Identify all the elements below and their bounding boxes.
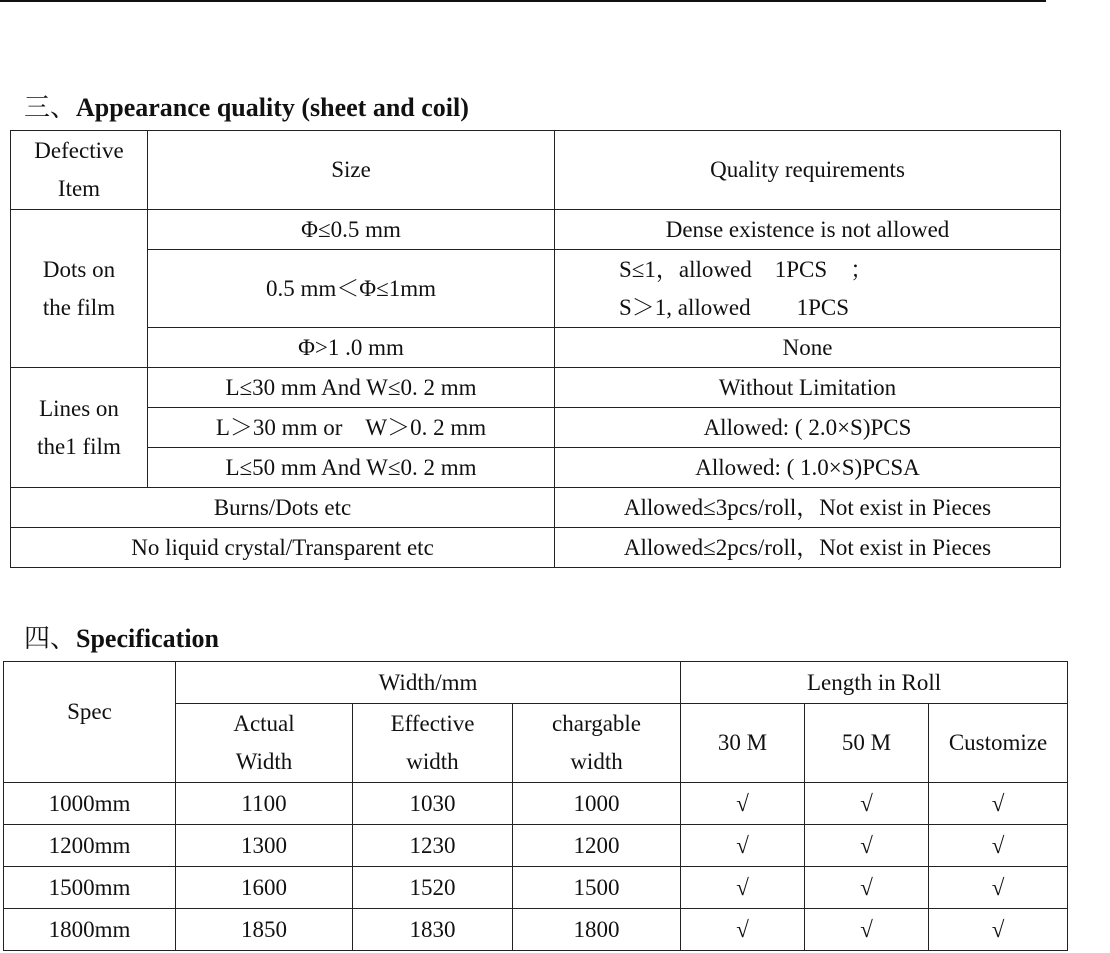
header-50m: 50 M [805, 704, 929, 783]
section-3-title: Appearance quality (sheet and coil) [76, 93, 469, 122]
size-cell: 0.5 mm＜Φ≤1mm [148, 250, 555, 328]
header-size: Size [148, 131, 555, 210]
table-row [11, 250, 1061, 328]
check-30m: √ [681, 909, 805, 951]
effective-cell: 1230 [353, 825, 513, 867]
quality-cell: Allowed≤3pcs/roll，Not exist in Pieces [555, 488, 1061, 528]
dots-label-line2: the film [42, 294, 116, 320]
quality-cell: None [555, 328, 1061, 368]
header-chargable-line2: width [570, 749, 623, 774]
quality-cell: Allowed: ( 1.0×S)PCSA [555, 448, 1061, 488]
header-width-group: Width/mm [176, 662, 681, 704]
check-50m: √ [805, 825, 929, 867]
header-defective-line1: Defective [34, 138, 124, 163]
size-cell: Φ≤0.5 mm [148, 210, 555, 250]
table-row [11, 448, 1061, 488]
specification-table [3, 661, 1068, 951]
actual-cell: 1100 [176, 783, 353, 825]
header-actual-line2: Width [235, 749, 293, 774]
table-row [11, 488, 1061, 528]
size-cell: L≤30 mm And W≤0. 2 mm [148, 368, 555, 408]
spec-cell: 1500mm [4, 867, 176, 909]
check-50m: √ [805, 909, 929, 951]
header-actual-width [176, 704, 353, 783]
header-defective-line2: Item [57, 176, 101, 201]
header-effective-line1: Effective [390, 711, 475, 736]
table-header-row [11, 131, 1061, 210]
check-customize: √ [929, 909, 1068, 951]
check-50m: √ [805, 783, 929, 825]
table-row [4, 825, 1068, 867]
table-row [11, 408, 1061, 448]
lines-label-line2: the1 film [37, 433, 121, 459]
check-customize: √ [929, 825, 1068, 867]
section-4-title: Specification [76, 624, 220, 653]
dots-label-line1: Dots on [42, 256, 116, 282]
top-rule [0, 0, 1046, 2]
chargable-cell: 1000 [513, 783, 681, 825]
table-row [11, 328, 1061, 368]
lines-label-line1: Lines on [39, 395, 119, 421]
table-row [11, 368, 1061, 408]
effective-cell: 1830 [353, 909, 513, 951]
quality-cell: Allowed≤2pcs/roll，Not exist in Pieces [555, 528, 1061, 568]
effective-cell: 1520 [353, 867, 513, 909]
check-30m: √ [681, 783, 805, 825]
item-cell: Burns/Dots etc [11, 488, 555, 528]
chargable-cell: 1500 [513, 867, 681, 909]
table-row [4, 783, 1068, 825]
quality-line1: S≤1，allowed 1PCS ； [619, 256, 874, 282]
actual-cell: 1850 [176, 909, 353, 951]
spec-cell: 1200mm [4, 825, 176, 867]
header-30m: 30 M [681, 704, 805, 783]
header-spec-text: Spec [67, 699, 112, 724]
header-effective-width [353, 704, 513, 783]
spec-cell: 1000mm [4, 783, 176, 825]
header-defective-item [11, 131, 148, 210]
table-header-row [4, 662, 1068, 704]
table-row [4, 909, 1068, 951]
table-row [11, 528, 1061, 568]
lines-label [11, 368, 148, 488]
check-30m: √ [681, 867, 805, 909]
chargable-cell: 1800 [513, 909, 681, 951]
effective-cell: 1030 [353, 783, 513, 825]
actual-cell: 1300 [176, 825, 353, 867]
table-row [11, 210, 1061, 250]
size-cell: L≤50 mm And W≤0. 2 mm [148, 448, 555, 488]
quality-line2: S＞1, allowed 1PCS [619, 294, 850, 320]
header-quality: Quality requirements [555, 131, 1061, 210]
header-chargable-line1: chargable [552, 711, 641, 736]
dots-label [11, 210, 148, 368]
table-row [4, 867, 1068, 909]
header-spec [4, 662, 176, 783]
header-actual-line1: Actual [233, 711, 295, 736]
header-customize: Customize [929, 704, 1068, 783]
size-cell: L＞30 mm or W＞0. 2 mm [148, 408, 555, 448]
section-4-heading [24, 624, 219, 654]
appearance-quality-table [10, 130, 1061, 568]
header-effective-line2: width [406, 749, 459, 774]
check-30m: √ [681, 825, 805, 867]
quality-cell [555, 250, 1061, 328]
quality-cell: Allowed: ( 2.0×S)PCS [555, 408, 1061, 448]
item-cell: No liquid crystal/Transparent etc [11, 528, 555, 568]
header-length-group: Length in Roll [681, 662, 1068, 704]
check-customize: √ [929, 867, 1068, 909]
section-3-heading [24, 93, 469, 123]
quality-cell: Dense existence is not allowed [555, 210, 1061, 250]
section-4-prefix: 四、 [24, 624, 77, 653]
section-3-prefix: 三、 [24, 93, 77, 122]
spec-cell: 1800mm [4, 909, 176, 951]
header-chargable-width [513, 704, 681, 783]
chargable-cell: 1200 [513, 825, 681, 867]
size-cell: Φ>1 .0 mm [148, 328, 555, 368]
check-50m: √ [805, 867, 929, 909]
actual-cell: 1600 [176, 867, 353, 909]
quality-cell: Without Limitation [555, 368, 1061, 408]
check-customize: √ [929, 783, 1068, 825]
